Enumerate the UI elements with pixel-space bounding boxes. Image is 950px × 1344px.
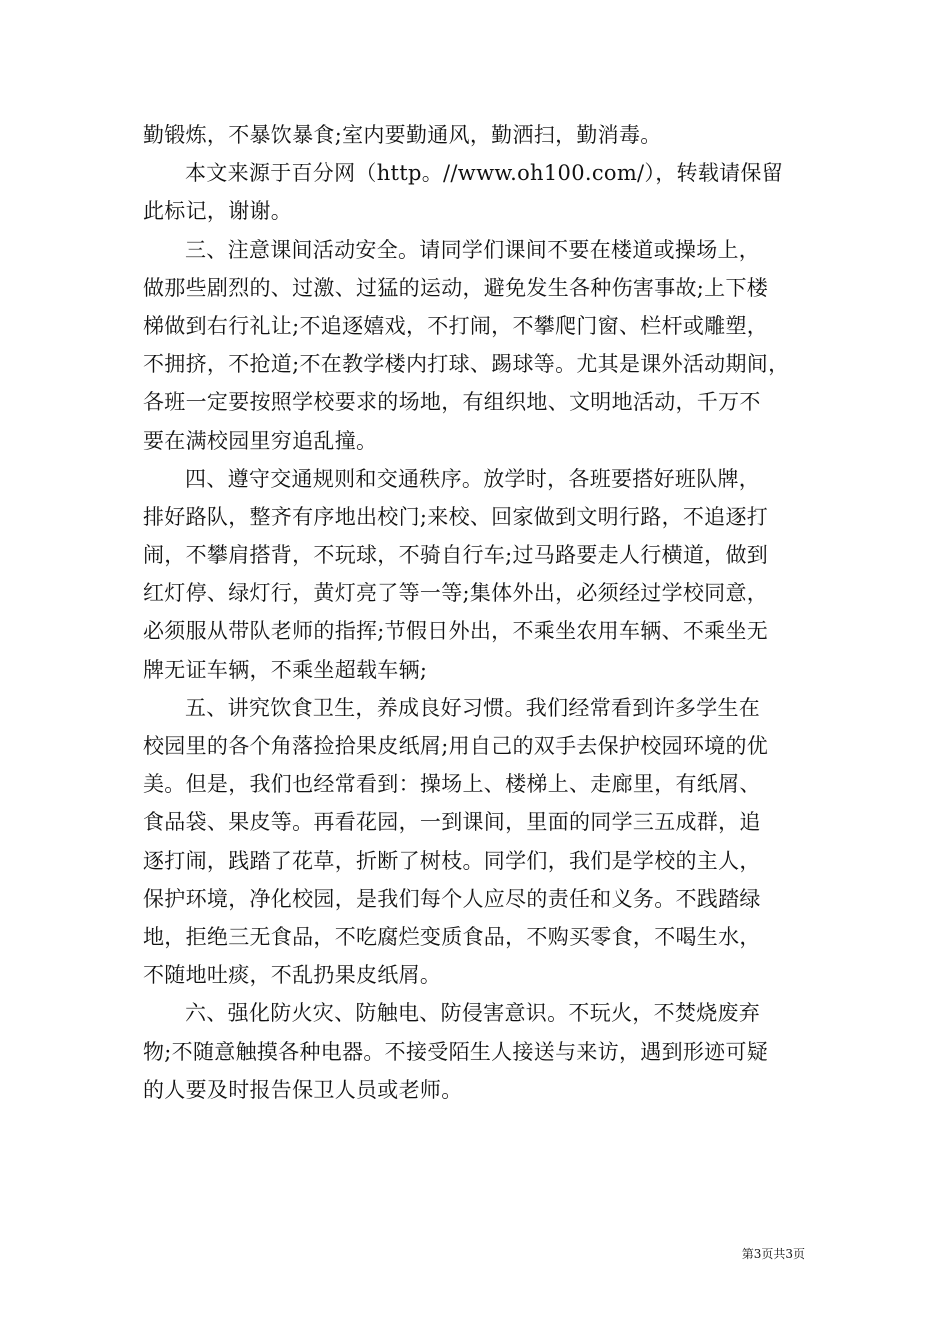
text-line: 地，拒绝三无食品，不吃腐烂变质食品，不购买零食，不喝生水， (143, 924, 761, 949)
text-line: 红灯停、绿灯行，黄灯亮了等一等;集体外出，必须经过学校同意， (143, 581, 769, 606)
paragraph-first-line: 本文来源于百分网（http。//www.oh100.com/），转载请保留 (185, 161, 784, 186)
text-line: 保护环境，净化校园，是我们每个人应尽的责任和义务。不践踏绿 (143, 886, 761, 911)
text-line: 的人要及时报告保卫人员或老师。 (143, 1077, 463, 1102)
text-line: 美。但是，我们也经常看到：操场上、楼梯上、走廊里，有纸屑、 (143, 772, 761, 797)
text-line: 要在满校园里穷追乱撞。 (143, 428, 378, 453)
text-line: 不随地吐痰，不乱扔果皮纸屑。 (143, 963, 442, 988)
text-line: 此标记，谢谢。 (143, 199, 293, 224)
paragraph-first-line: 五、讲究饮食卫生，养成良好习惯。我们经常看到许多学生在 (185, 695, 761, 720)
text-line: 闹，不攀肩搭背，不玩球，不骑自行车;过马路要走人行横道，做到 (143, 543, 769, 568)
text-line: 必须服从带队老师的指挥;节假日外出，不乘坐农用车辆、不乘坐无 (143, 619, 769, 644)
text-line: 牌无证车辆，不乘坐超载车辆; (143, 657, 428, 682)
text-line: 排好路队，整齐有序地出校门;来校、回家做到文明行路，不追逐打 (143, 504, 769, 529)
document-body (143, 116, 813, 1109)
text-line: 物;不随意触摸各种电器。不接受陌生人接送与来访，遇到形迹可疑 (143, 1039, 769, 1064)
paragraph-first-line: 四、遵守交通规则和交通秩序。放学时，各班要搭好班队牌， (185, 466, 761, 491)
page-number-footer: 第3页共3页 (741, 1247, 805, 1261)
text-line: 各班一定要按照学校要求的场地，有组织地、文明地活动，千万不 (143, 390, 761, 415)
text-line: 不拥挤，不抢道;不在教学楼内打球、踢球等。尤其是课外活动期间， (143, 352, 790, 377)
text-line: 做那些剧烈的、过激、过猛的运动，避免发生各种伤害事故;上下楼 (143, 275, 769, 300)
text-line: 食品袋、果皮等。再看花园，一到课间，里面的同学三五成群，追 (143, 810, 761, 835)
text-line: 勤锻炼，不暴饮暴食;室内要勤通风，勤洒扫，勤消毒。 (143, 123, 662, 147)
text-line: 梯做到右行礼让;不追逐嬉戏，不打闹，不攀爬门窗、栏杆或雕塑， (143, 313, 769, 338)
text-line: 校园里的各个角落捡拾果皮纸屑;用自己的双手去保护校园环境的优 (143, 734, 769, 758)
paragraph-first-line: 三、注意课间活动安全。请同学们课间不要在楼道或操场上， (185, 237, 761, 262)
text-line: 逐打闹，践踏了花草，折断了树枝。同学们，我们是学校的主人， (143, 848, 761, 873)
paragraph-first-line: 六、强化防火灾、防触电、防侵害意识。不玩火，不焚烧废弃 (185, 1001, 761, 1026)
